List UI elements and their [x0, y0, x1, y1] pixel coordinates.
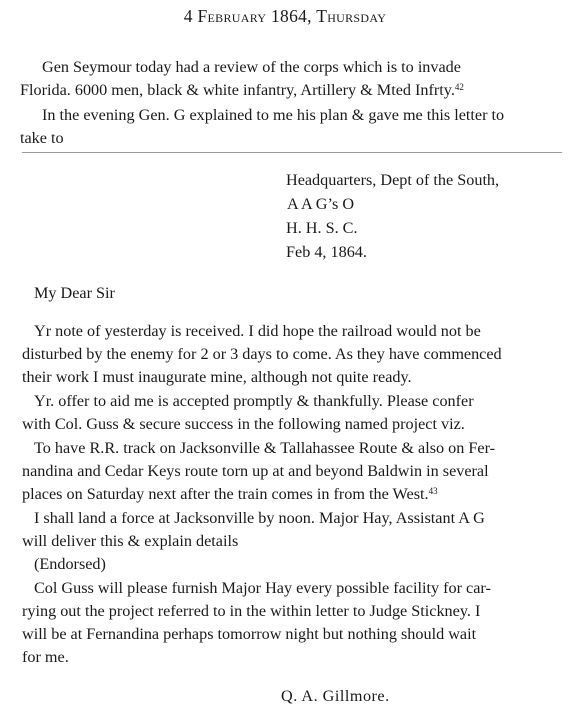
text-line: (Endorsed)	[34, 555, 106, 573]
letter-salutation: My Dear Sir	[34, 284, 115, 302]
text-line: Yr. offer to aid me is accepted promptly & thankfully. Please confer	[34, 392, 474, 410]
letter-paragraph-2	[22, 390, 564, 436]
entry-paragraph-2	[20, 104, 564, 150]
letter-paragraph-5	[22, 577, 564, 669]
text-line: I shall land a force at Jacksonville by noon. Major Hay, Assistant A G	[34, 509, 485, 527]
letter-header-line: H. H. S. C.	[286, 219, 358, 237]
text-line: rying out the project referred to in the within letter to Judge Stickney. I	[22, 602, 481, 620]
text-line: Gen Seymour today had a review of the corps which is to invade	[42, 58, 461, 76]
letter-header-line: Headquarters, Dept of the South,	[286, 171, 500, 189]
text-line: for me.	[22, 648, 69, 666]
letter-paragraph-1	[22, 320, 564, 389]
text-line: will be at Fernandina perhaps tomorrow night but nothing should wait	[22, 625, 477, 643]
entry-date-heading: 4 February 1864, Thursday	[183, 6, 387, 26]
text-line: will deliver this & explain details	[22, 532, 239, 550]
text-line: their work I must inaugurate mine, although not quite ready.	[22, 368, 412, 386]
section-divider	[22, 152, 562, 153]
text-line: places on Saturday next after the train comes in from the West.$^{43}$	[22, 485, 438, 503]
letter-endorsement	[34, 553, 564, 576]
letter-header-line: Feb 4, 1864.	[286, 243, 367, 261]
entry-paragraph-1	[20, 56, 564, 102]
footnote-ref: 43	[428, 486, 438, 496]
letter-header-line: A A G’s O	[287, 195, 355, 213]
text-line: In the evening Gen. G explained to me his plan & gave me this letter to	[42, 106, 505, 124]
text-line: take to	[20, 129, 64, 147]
text-line: Florida. 6000 men, black & white infantry, Artillery & Mted Infrty.$^{42}$	[20, 81, 464, 99]
letter-paragraph-3	[22, 437, 564, 506]
footnote-ref: 42	[454, 82, 464, 92]
letter-paragraph-4	[22, 507, 564, 553]
letter-header	[286, 168, 566, 264]
letter-signature: Q. A. Gillmore.	[281, 687, 390, 705]
text-line: with Col. Guss & secure success in the following named project viz.	[22, 415, 465, 433]
text-line: Yr note of yesterday is received. I did hope the railroad would not be	[34, 322, 481, 340]
text-line: To have R.R. track on Jacksonville & Tallahassee Route & also on Fer-	[34, 439, 496, 457]
text-line: Col Guss will please furnish Major Hay every possible facility for car-	[34, 579, 491, 597]
text-line: disturbed by the enemy for 2 or 3 days to come. As they have commenced	[22, 345, 502, 363]
text-line: nandina and Cedar Keys route torn up at and beyond Baldwin in several	[22, 462, 489, 480]
